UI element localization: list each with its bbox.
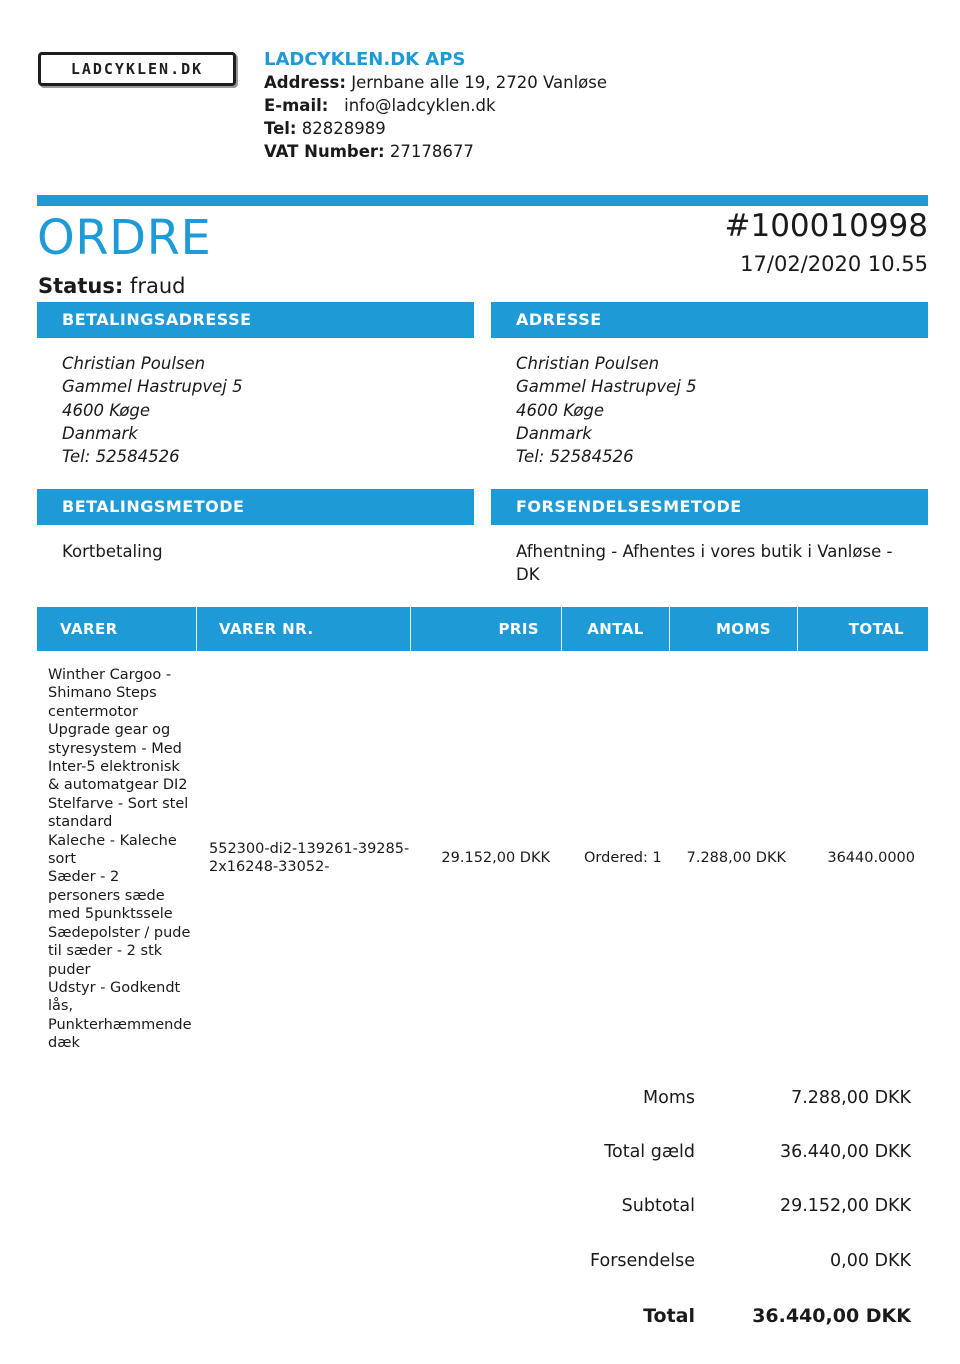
item-description: Winther Cargoo - Shimano Steps centermotor Upgrade gear og styresystem - Med Inter-5 elektronisk & automatgear DI2 Stelfarve - Sort stel standard Kaleche - Kalech​e sort Sæder - 2 personers sæde med 5punktssele Sædepolster / pude til sæder - 2 stk puder Udstyr - Godkendt lås, Punkterhæmmende dæk bbox=[48, 667, 192, 1052]
shipping-city: 4600 Køge bbox=[516, 400, 605, 420]
company-vat: VAT Number: 27178677 bbox=[264, 142, 474, 161]
order-date: 17/02/2020 10.55 bbox=[740, 252, 928, 276]
shipping-phone: Tel: 52584526 bbox=[516, 447, 634, 467]
col-header-vat: MOMS bbox=[670, 607, 798, 651]
payment-method: Kortbetaling bbox=[62, 542, 163, 561]
subtotal-label: Subtotal bbox=[621, 1196, 695, 1216]
shipping-cost-label: Forsendelse bbox=[590, 1251, 695, 1271]
page-title: ORDRE bbox=[37, 210, 212, 266]
amount-due-value: 36.440,00 DKK bbox=[779, 1142, 911, 1162]
shipping-country: Danmark bbox=[516, 423, 592, 443]
shipping-method-header: FORSENDELSESMETODE bbox=[491, 489, 928, 525]
vat-value: 7.288,00 DKK bbox=[791, 1088, 911, 1108]
billing-address-header: BETALINGSADRESSE bbox=[37, 302, 474, 338]
subtotal-value: 29.152,00 DKK bbox=[779, 1196, 911, 1216]
item-total: 36440.0000 bbox=[827, 850, 915, 866]
amount-due-label: Total gæld bbox=[604, 1142, 695, 1162]
billing-street: Gammel Hastrupvej 5 bbox=[62, 377, 243, 397]
item-quantity: Ordered: 1 bbox=[584, 850, 662, 866]
col-header-item: VARER bbox=[37, 607, 197, 651]
order-number: #100010998 bbox=[724, 208, 928, 244]
payment-method-header: BETALINGSMETODE bbox=[37, 489, 474, 525]
item-sku: 552300-di2-139261-39285- 2x16248-33052- bbox=[209, 841, 410, 876]
status-value: fraud bbox=[129, 274, 186, 298]
col-header-total: TOTAL bbox=[848, 620, 904, 638]
company-tel: Tel: 82828989 bbox=[264, 119, 386, 138]
shipping-address-header: ADRESSE bbox=[491, 302, 928, 338]
shipping-name: Christian Poulsen bbox=[516, 354, 660, 373]
billing-name: Christian Poulsen bbox=[62, 354, 206, 373]
shipping-street: Gammel Hastrupvej 5 bbox=[516, 377, 697, 397]
shipping-cost-value: 0,00 DKK bbox=[830, 1251, 911, 1271]
grand-total-value: 36.440,00 DKK bbox=[752, 1305, 911, 1327]
billing-phone: Tel: 52584526 bbox=[62, 447, 180, 467]
company-logo: LADCYKLEN.DK bbox=[38, 52, 236, 86]
shipping-method: Afhentning - Afhentes i vores butik i Vanløse - DK bbox=[516, 542, 893, 585]
company-name: LADCYKLEN.DK APS bbox=[264, 49, 466, 70]
billing-country: Danmark bbox=[62, 423, 138, 443]
col-header-sku: VARER NR. bbox=[197, 607, 411, 651]
grand-total-label: Total bbox=[643, 1305, 695, 1327]
item-vat: 7.288,00 DKK bbox=[686, 850, 786, 866]
col-header-price: PRIS bbox=[411, 607, 562, 651]
order-status: Status: fraud bbox=[38, 274, 186, 298]
company-address: Address: Jernbane alle 19, 2720 Vanløse bbox=[264, 73, 608, 92]
item-price: 29.152,00 DKK bbox=[441, 850, 550, 866]
company-email: E-mail: info@ladcyklen.dk bbox=[264, 96, 496, 115]
col-header-qty: ANTAL bbox=[562, 607, 670, 651]
billing-city: 4600 Køge bbox=[62, 400, 151, 420]
vat-label: Moms bbox=[643, 1088, 695, 1108]
